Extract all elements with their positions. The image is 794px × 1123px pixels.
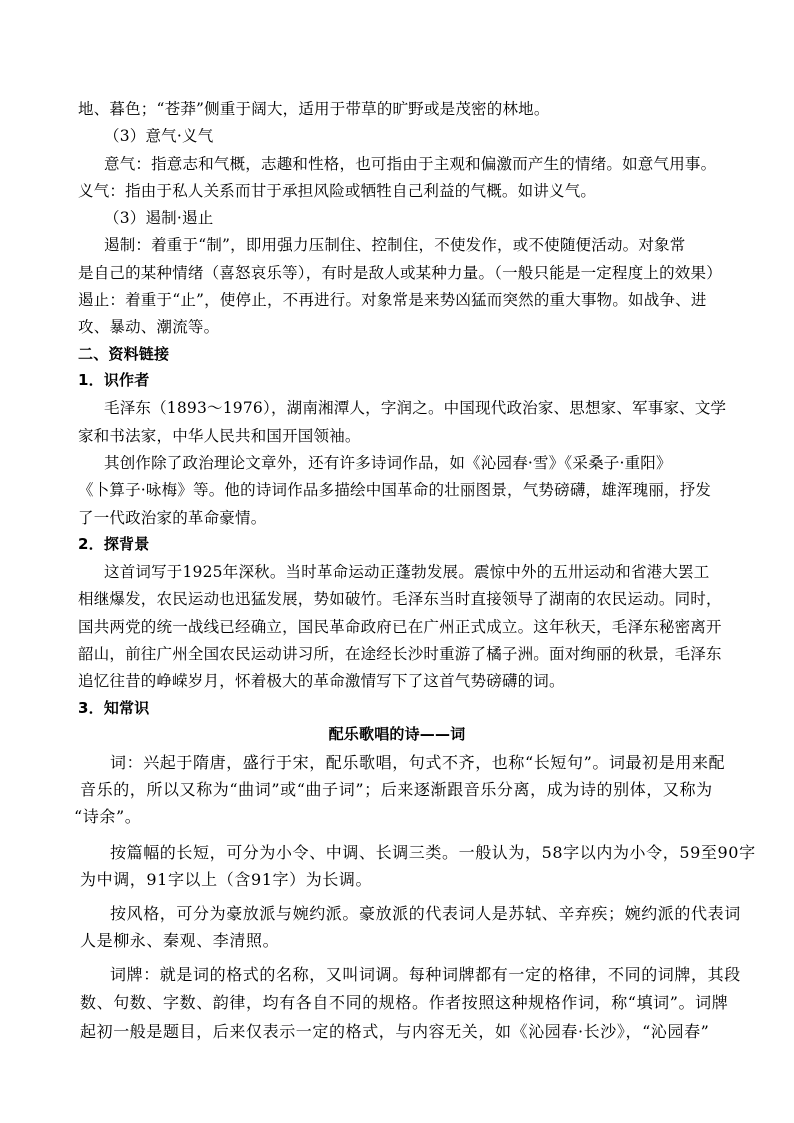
- paragraph-line: 起初一般是题目，后来仅表示一定的格式，与内容无关，如《沁园春·长沙》，“沁园春”: [80, 1022, 710, 1041]
- paragraph-line: 人是柳永、秦观、李清照。: [80, 931, 280, 950]
- paragraph-line: 韶山，前往广州全国农民运动讲习所，在途经长沙时重游了橘子洲。面对绚丽的秋景，毛泽东: [78, 645, 722, 663]
- paragraph-line: 按篇幅的长短，可分为小令、中调、长调三类。一般认为，58字以内为小令，59至90字: [110, 843, 756, 862]
- subsection-heading: 1．识作者: [78, 371, 150, 389]
- subsection-heading: 3．知常识: [78, 699, 150, 717]
- paragraph-line: 追忆往昔的峥嵘岁月，怀着极大的革命激情写下了这首气势磅礴的词。: [78, 672, 565, 690]
- article-title: 配乐歌唱的诗——词: [328, 725, 466, 743]
- paragraph-line: 地、暮色；“苍莽”侧重于阔大，适用于带草的旷野或是茂密的林地。: [78, 100, 550, 118]
- paragraph-line: 词：兴起于隋唐，盛行于宋，配乐歌唱，句式不齐，也称“长短句”。词最初是用来配: [110, 753, 726, 772]
- paragraph-line: 《卜算子·咏梅》等。他的诗词作品多描绘中国革命的壮丽图景，气势磅礴，雄浑瑰丽，抒发: [78, 481, 712, 499]
- paragraph-line: 是自己的某种情绪（喜怒哀乐等），有时是敌人或某种力量。（一般只能是一定程度上的效果）: [78, 264, 722, 282]
- paragraph-line: 家和书法家，中华人民共和国开国领袖。: [78, 427, 361, 445]
- item-title-yiqi: （3）意气·义气: [104, 127, 214, 145]
- paragraph-line: “诗余”。: [74, 807, 142, 826]
- paragraph-line: 义气：指由于私人关系而甘于承担风险或牺牲自己利益的气概。如讲义气。: [78, 182, 597, 200]
- subsection-heading: 2．探背景: [78, 535, 150, 553]
- paragraph-line: 为中调，91字以上（含91字）为长调。: [80, 870, 373, 889]
- paragraph-line: 其创作除了政治理论文章外，还有许多诗词作品，如《沁园春·雪》《采桑子·重阳》: [104, 454, 672, 472]
- paragraph-line: 按风格，可分为豪放派与婉约派。豪放派的代表词人是苏轼、辛弃疾；婉约派的代表词: [110, 904, 741, 923]
- paragraph-line: 这首词写于1925年深秋。当时革命运动正蓬勃发展。震惊中外的五卅运动和省港大罢工: [104, 563, 710, 581]
- paragraph-line: 数、句数、字数、韵律，均有各自不同的规格。作者按照这种规格作词，称“填词”。词牌: [80, 993, 729, 1012]
- paragraph-line: 音乐的，所以又称为“曲词”或“曲子词”；后来逐渐跟音乐分离，成为诗的别体，又称为: [80, 780, 713, 799]
- paragraph-line: 遏止：着重于“止”，使停止，不再进行。对象常是来势凶猛而突然的重大事物。如战争、进: [78, 291, 707, 309]
- paragraph-line: 词牌：就是词的格式的名称，又叫词调。每种词牌都有一定的格律，不同的词牌，其段: [110, 965, 741, 984]
- paragraph-line: 遏制：着重于“制”，即用强力压制住、控制住，不使发作，或不使随便活动。对象常: [104, 236, 686, 254]
- item-title-ezhi: （3）遏制·遏止: [104, 209, 214, 227]
- paragraph-line: 意气：指意志和气概，志趣和性格，也可指由于主观和偏激而产生的情绪。如意气用事。: [104, 155, 717, 173]
- paragraph-line: 了一代政治家的革命豪情。: [78, 509, 267, 527]
- paragraph-line: 相继爆发，农民运动也迅猛发展，势如破竹。毛泽东当时直接领导了湖南的农民运动。同时，: [78, 590, 722, 608]
- paragraph-line: 毛泽东（1893～1976），湖南湘潭人，字润之。中国现代政治家、思想家、军事家、文学: [104, 399, 727, 417]
- paragraph-line: 攻、暴动、潮流等。: [78, 318, 220, 336]
- paragraph-line: 国共两党的统一战线已经确立，国民革命政府已在广州正式成立。这年秋天，毛泽东秘密离开: [78, 618, 722, 636]
- section-heading: 二、资料链接: [78, 345, 170, 363]
